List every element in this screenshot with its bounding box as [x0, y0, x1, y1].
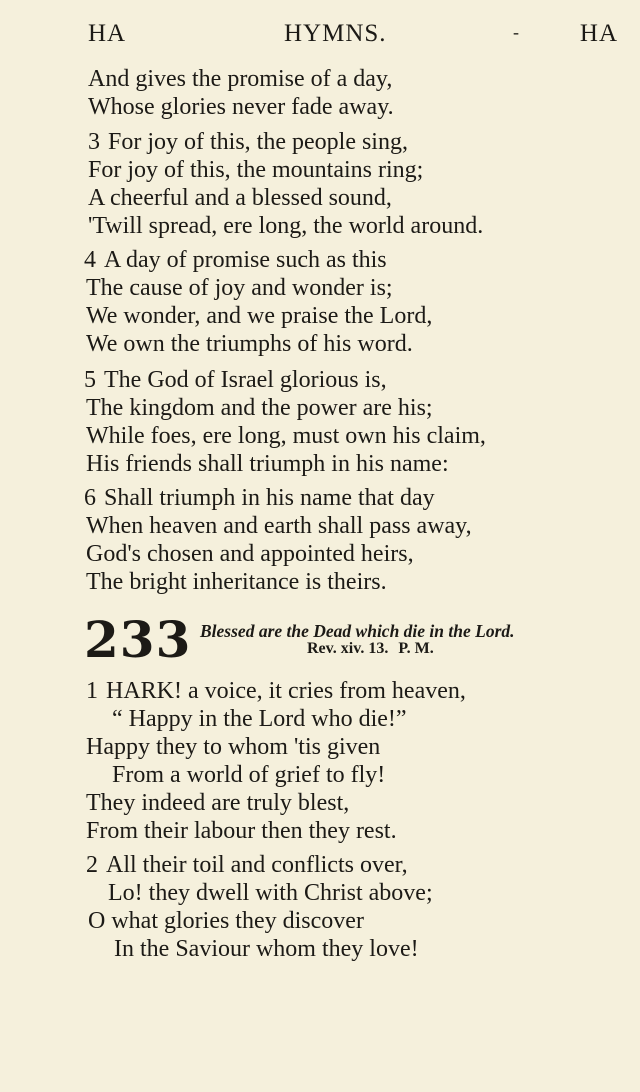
verse-line: 'Twill spread, ere long, the world around.: [88, 213, 484, 239]
verse-line: 4 A day of promise such as this: [84, 247, 387, 273]
verse-line: God's chosen and appointed heirs,: [86, 541, 414, 567]
hymn-number: 233: [84, 610, 192, 669]
header-left: HA: [88, 20, 127, 47]
verse-line: The cause of joy and wonder is;: [86, 275, 393, 301]
verse-line: The kingdom and the power are his;: [86, 395, 433, 421]
verse-line: 6 Shall triumph in his name that day: [84, 485, 435, 511]
verse-line: They indeed are truly blest,: [86, 790, 350, 816]
verse-line: 1 HARK! a voice, it cries from heaven,: [86, 678, 466, 704]
hymn-title: Blessed are the Dead which die in the Lord.: [200, 621, 515, 641]
verse-line: From their labour then they rest.: [86, 818, 397, 844]
verse-number: 3: [88, 129, 100, 155]
verse-line: O what glories they discover: [88, 908, 364, 934]
verse-line: “ Happy in the Lord who die!”: [112, 706, 407, 732]
verse-line: And gives the promise of a day,: [88, 66, 393, 92]
verse-line: His friends shall triumph in his name:: [86, 451, 449, 477]
hymn-meta: [307, 640, 434, 658]
verse-number: 1: [86, 678, 98, 704]
verse-line: We own the triumphs of his word.: [86, 331, 413, 357]
verse-line: For joy of this, the mountains ring;: [88, 157, 424, 183]
verse-line: 3 For joy of this, the people sing,: [88, 129, 408, 155]
verse-line: While foes, ere long, must own his claim,: [86, 423, 486, 449]
verse-number: 2: [86, 852, 98, 878]
header-mark: -: [513, 22, 520, 42]
running-header: [88, 20, 618, 56]
verse-line: Happy they to whom 'tis given: [86, 734, 381, 760]
verse-line: The bright inheritance is theirs.: [86, 569, 387, 595]
verse-line: 2 All their toil and conflicts over,: [86, 852, 408, 878]
scripture-reference: Rev. xiv. 13.: [307, 640, 389, 657]
hymn-meter: P. M.: [398, 640, 434, 657]
verse-line: We wonder, and we praise the Lord,: [86, 303, 433, 329]
header-right: HA: [579, 20, 618, 47]
header-title: HYMNS.: [284, 20, 387, 47]
verse-line: In the Saviour whom they love!: [114, 936, 419, 962]
verse-line: From a world of grief to fly!: [112, 762, 386, 788]
verse-line: Lo! they dwell with Christ above;: [108, 880, 433, 906]
verse-line: 5 The God of Israel glorious is,: [84, 367, 387, 393]
verse-number: 6: [84, 485, 96, 511]
verse-line: A cheerful and a blessed sound,: [88, 185, 392, 211]
verse-line: When heaven and earth shall pass away,: [86, 513, 472, 539]
verse-line: Whose glories never fade away.: [88, 94, 394, 120]
verse-number: 4: [84, 247, 96, 273]
verse-number: 5: [84, 367, 96, 393]
